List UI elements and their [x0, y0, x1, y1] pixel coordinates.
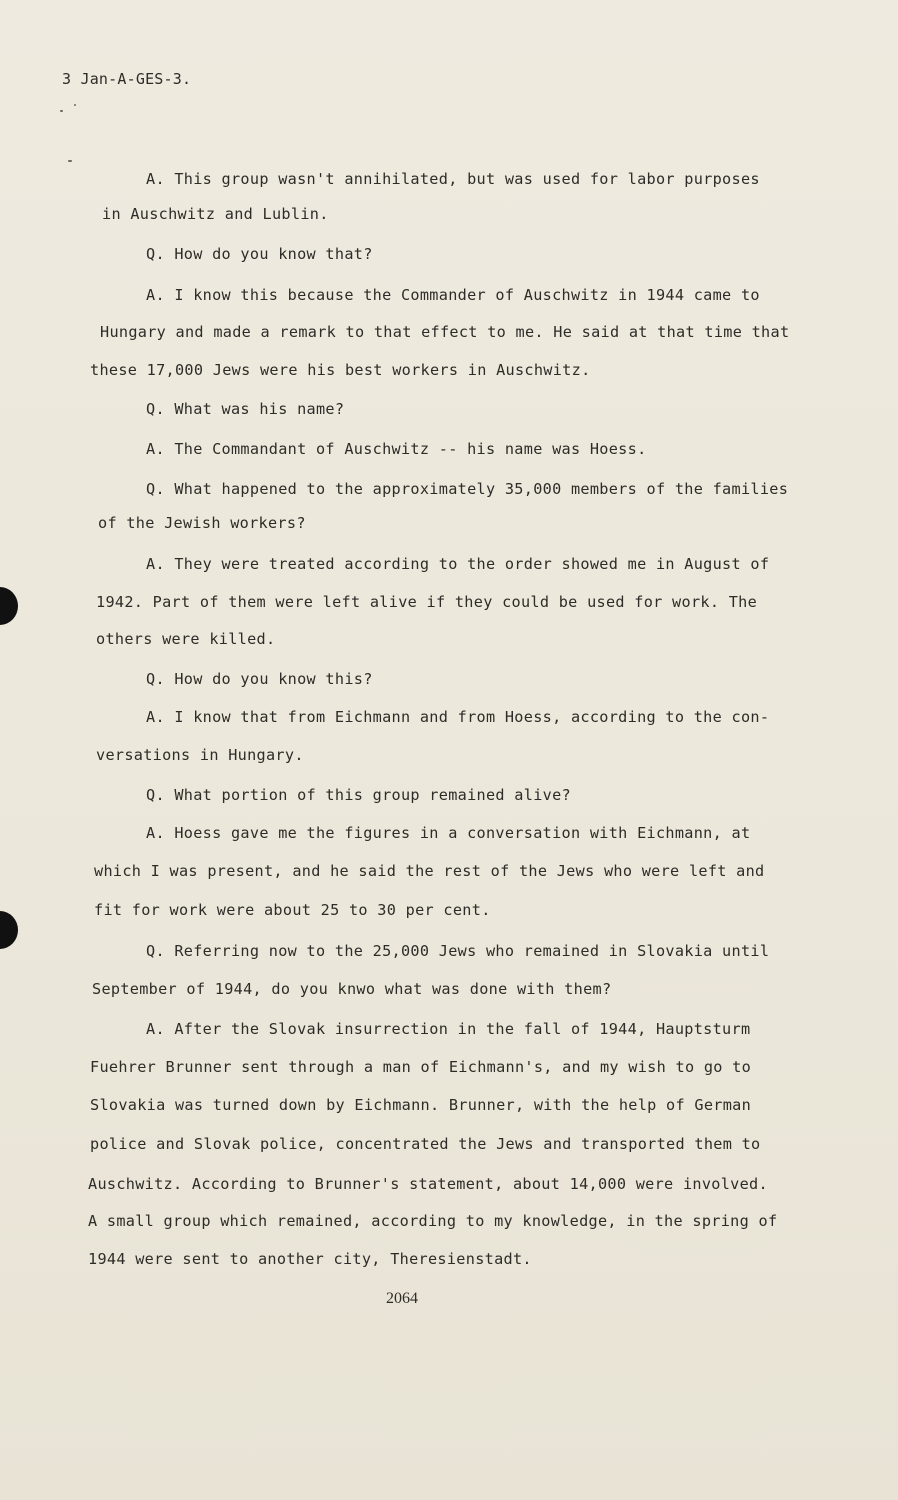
text-line: A. I know that from Eichmann and from Hoess, according to the con-	[146, 708, 770, 726]
text-line: Auschwitz. According to Brunner's statement, about 14,000 were involved.	[88, 1175, 768, 1193]
text-line: Q. How do you know this?	[146, 670, 373, 688]
punch-hole	[0, 911, 18, 949]
text-line: Q. How do you know that?	[146, 245, 373, 263]
text-line: A. This group wasn't annihilated, but was used for labor purposes	[146, 170, 760, 188]
text-line: A small group which remained, according to my knowledge, in the spring of	[88, 1212, 778, 1230]
text-line: A. I know this because the Commander of Auschwitz in 1944 came to	[146, 286, 760, 304]
text-line: in Auschwitz and Lublin.	[102, 205, 329, 223]
document-header: 3 Jan-A-GES-3.	[62, 70, 192, 88]
specks	[74, 104, 76, 106]
text-line: A. They were treated according to the order showed me in August of	[146, 555, 770, 573]
text-line: police and Slovak police, concentrated the Jews and transported them to	[90, 1135, 761, 1153]
text-line: Q. What happened to the approximately 35,000 members of the families	[146, 480, 789, 498]
text-line: these 17,000 Jews were his best workers in Auschwitz.	[90, 361, 591, 379]
text-line: of the Jewish workers?	[98, 514, 306, 532]
specks	[68, 160, 72, 162]
text-line: 1942. Part of them were left alive if they could be used for work. The	[96, 593, 758, 611]
text-line: fit for work were about 25 to 30 per cent.	[94, 901, 491, 919]
text-line: Q. What portion of this group remained alive?	[146, 786, 571, 804]
page-number: 2064	[386, 1290, 418, 1307]
text-line: which I was present, and he said the rest of the Jews who were left and	[94, 862, 765, 880]
text-line: Fuehrer Brunner sent through a man of Eichmann's, and my wish to go to	[90, 1058, 752, 1076]
text-line: A. The Commandant of Auschwitz -- his name was Hoess.	[146, 440, 647, 458]
text-line: 1944 were sent to another city, Theresienstadt.	[88, 1250, 532, 1268]
text-line: Hungary and made a remark to that effect to me. He said at that time that	[100, 323, 790, 341]
text-line: A. Hoess gave me the figures in a conversation with Eichmann, at	[146, 824, 751, 842]
specks	[60, 110, 63, 112]
text-line: September of 1944, do you knwo what was done with them?	[92, 980, 612, 998]
text-line: Slovakia was turned down by Eichmann. Brunner, with the help of German	[90, 1096, 752, 1114]
punch-hole	[0, 587, 18, 625]
text-line: A. After the Slovak insurrection in the fall of 1944, Hauptsturm	[146, 1020, 751, 1038]
text-line: others were killed.	[96, 630, 276, 648]
text-line: Q. Referring now to the 25,000 Jews who remained in Slovakia until	[146, 942, 770, 960]
text-line: versations in Hungary.	[96, 746, 304, 764]
text-line: Q. What was his name?	[146, 400, 345, 418]
